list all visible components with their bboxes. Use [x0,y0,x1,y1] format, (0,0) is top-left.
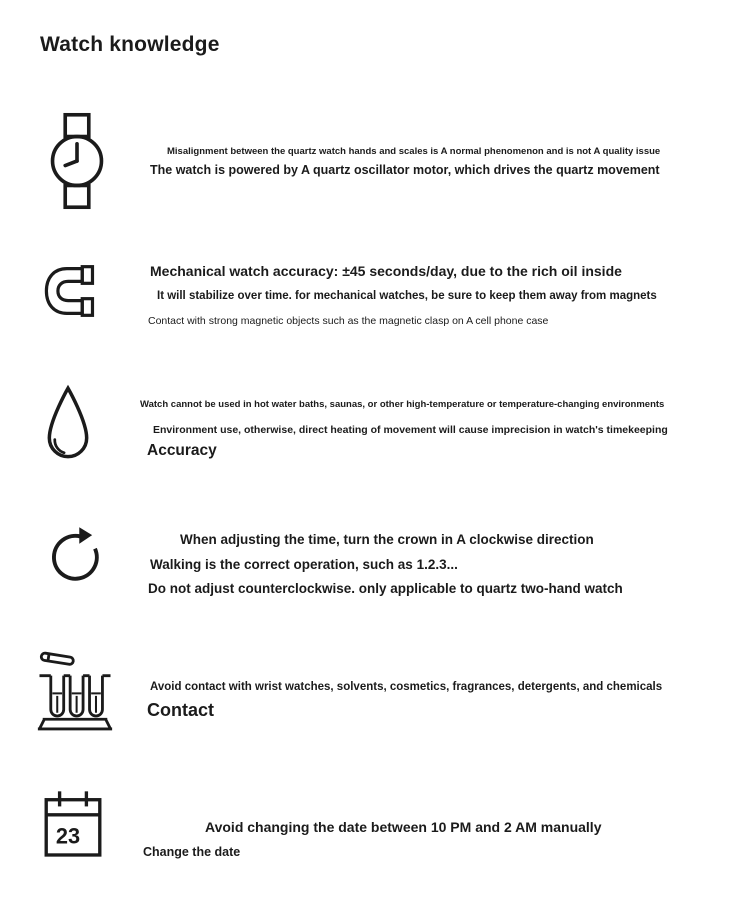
info-line: Misalignment between the quartz watch hands and scales is A normal phenomenon and is not A quality issue [167,146,661,157]
page-title: Watch knowledge [40,33,220,56]
section-heading: Accuracy [147,442,217,459]
info-line: It will stabilize over time. for mechanical watches, be sure to keep them away from magnets [157,290,657,302]
magnet-icon [40,262,104,320]
rotate-clockwise-icon [45,521,105,585]
info-line: Watch cannot be used in hot water baths, saunas, or other high-temperature or temperature-changing environments [140,399,665,410]
info-line: Avoid contact with wrist watches, solvents, cosmetics, fragrances, detergents, and chemicals [150,681,663,693]
info-line: Environment use, otherwise, direct heating of movement will cause imprecision in watch's timekeeping [153,424,668,436]
info-line: The watch is powered by A quartz oscillator motor, which drives the quartz movement [150,163,660,177]
section-heading: Contact [147,700,214,720]
watch-icon [48,112,106,210]
info-line: Contact with strong magnetic objects such as the magnetic clasp on A cell phone case [148,315,549,327]
info-line: Do not adjust counterclockwise. only applicable to quartz two-hand watch [148,581,623,596]
info-line: Avoid changing the date between 10 PM and 2 AM manually [205,819,602,835]
water-drop-icon [40,383,96,465]
info-line: Change the date [143,845,241,859]
calendar-icon [42,788,104,860]
info-line: When adjusting the time, turn the crown in A clockwise direction [180,532,594,547]
calendar-day: 23 [55,823,81,849]
test-tubes-icon [36,645,114,737]
info-line: Mechanical watch accuracy: ±45 seconds/day, due to the rich oil inside [150,263,622,279]
info-line: Walking is the correct operation, such as 1.2.3... [150,557,458,572]
